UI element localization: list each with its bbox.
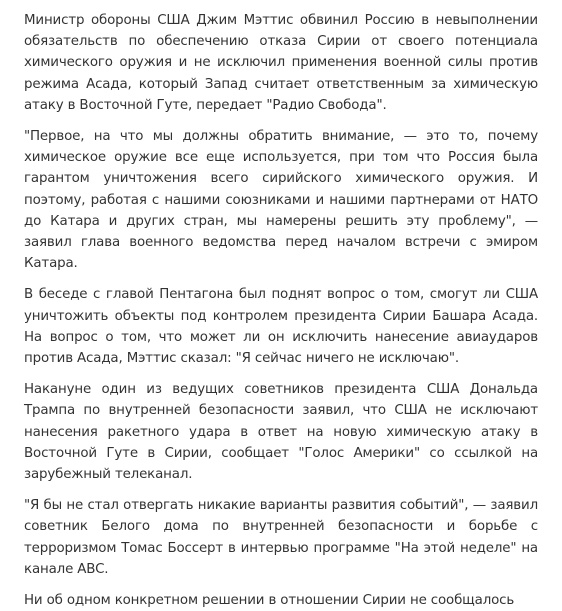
- article-paragraph-3: В беседе с главой Пентагона был поднят вопрос о том, смогут ли США уничтожить объекты под контролем президента Сирии Башара Асада. На вопрос о том, что может ли он исключить нанесение авиаударов против Асада, Мэттис сказал: "Я сейчас ничего не исключаю".: [24, 287, 538, 367]
- article-paragraph-2: "Первое, на что мы должны обратить внимание, — это то, почему химическое оружие все еще используется, при том что Россия была гарантом уничтожения всего сирийского химического оружия. И поэтому, работая с нашими союзниками и нашими партнерами от НАТО до Катара и других стран, мы намерены решить эту проблему", — заявил глава военного ведомства перед началом встречи с эмиром Катара.: [24, 129, 538, 272]
- article-paragraph-4: Накануне один из ведущих советников президента США Дональда Трампа по внутренней безопасности заявил, что США не исключают нанесения ракетного удара в ответ на новую химическую атаку в Восточной Гуте в Сирии, сообщает "Голос Америки" со ссылкой на зарубежный телеканал.: [24, 382, 538, 483]
- article-paragraph-1: Министр обороны США Джим Мэттис обвинил Россию в невыполнении обязательств по обеспечению отказа Сирии от своего потенциала химического оружия и не исключил применения военной силы против режима Асада, который Запад считает ответственным за химическую атаку в Восточной Гуте, передает "Радио Свобода".: [24, 13, 538, 113]
- article-body: [24, 10, 538, 609]
- article-paragraph-5: "Я бы не стал отвергать никакие варианты развития событий", — заявил советник Белого дома по внутренней безопасности и борьбе с терроризмом Томас Боссерт в интервью программе "На этой неделе" на канале ABC.: [24, 498, 538, 577]
- article-paragraph-6-partial: Ни об одном конкретном решении в отношении Сирии не сообщалось: [24, 593, 515, 609]
